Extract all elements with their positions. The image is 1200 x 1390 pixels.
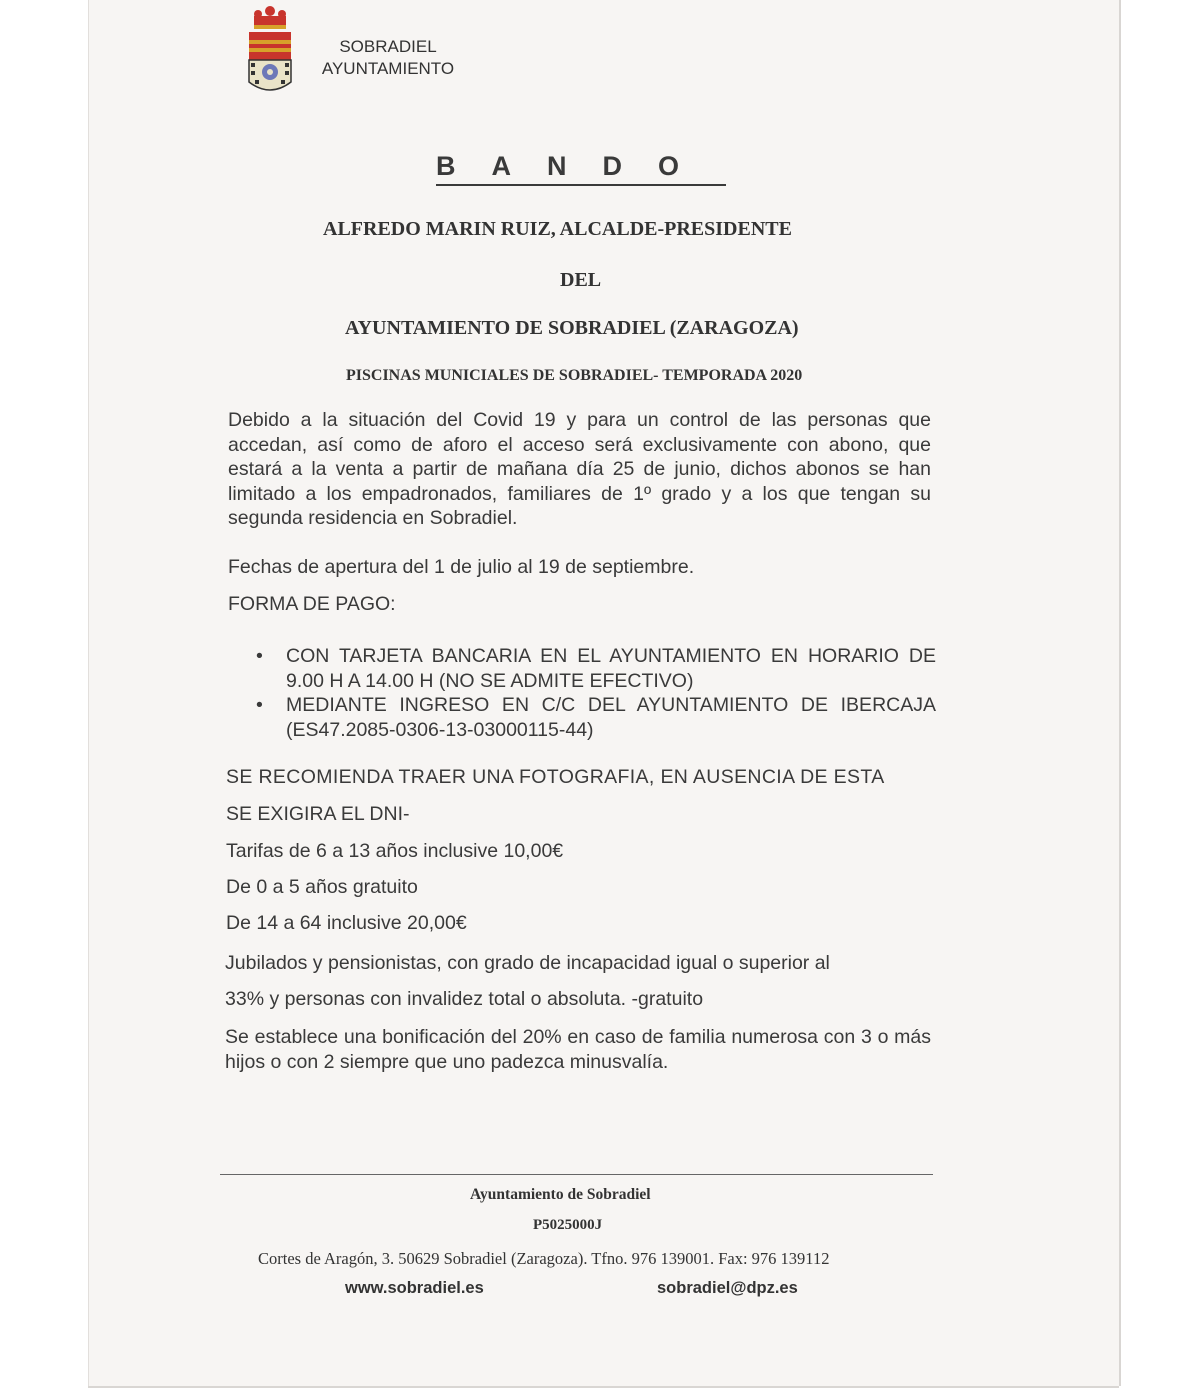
payment-method-transfer: MEDIANTE INGRESO EN C/C DEL AYUNTAMIENTO DE IBERCAJA (ES47.2085-0306-13-03000115-44): [286, 694, 936, 741]
footer-tax-id: P5025000J: [533, 1217, 603, 1233]
heading-del: DEL: [560, 269, 602, 291]
list-item: [256, 693, 936, 742]
recommendation-line1: SE RECOMIENDA TRAER UNA FOTOGRAFIA, EN AUSENCIA DE ESTA: [226, 766, 885, 788]
footer-address: Cortes de Aragón, 3. 50629 Sobradiel (Zaragoza). Tfno. 976 139001. Fax: 976 139112: [258, 1249, 830, 1268]
footer-divider: [220, 1174, 933, 1175]
footer-website-link[interactable]: www.sobradiel.es: [345, 1279, 484, 1297]
subject-heading: PISCINAS MUNICIALES DE SOBRADIEL- TEMPORADA 2020: [346, 367, 803, 384]
bullet-icon: •: [256, 694, 263, 716]
municipality-line1: SOBRADIEL: [339, 37, 437, 56]
mayor-heading: ALFREDO MARIN RUIZ, ALCALDE-PRESIDENTE: [323, 218, 792, 240]
document-title: BANDO: [436, 150, 726, 186]
bullet-icon: •: [256, 645, 263, 667]
payment-method-card: CON TARJETA BANCARIA EN EL AYUNTAMIENTO EN HORARIO DE 9.00 H A 14.00 H (NO SE ADMITE EFECTIVO): [286, 645, 936, 692]
retired-line1: Jubilados y pensionistas, con grado de incapacidad igual o superior al: [225, 952, 830, 974]
list-item: [256, 644, 936, 693]
payment-methods-list: [256, 644, 936, 742]
recommendation-line2: SE EXIGIRA EL DNI-: [226, 803, 410, 825]
fee-14-64: De 14 a 64 inclusive 20,00€: [226, 912, 467, 934]
opening-dates: Fechas de apertura del 1 de julio al 19 de septiembre.: [228, 556, 695, 578]
fee-0-5: De 0 a 5 años gratuito: [226, 876, 418, 898]
municipality-line2: AYUNTAMIENTO: [321, 59, 455, 78]
payment-heading: FORMA DE PAGO:: [228, 593, 396, 615]
retired-line2: 33% y personas con invalidez total o absoluta. -gratuito: [225, 988, 704, 1010]
discount-paragraph: Se establece una bonificación del 20% en caso de familia numerosa con 3 o más hijos o con 2 siempre que uno padezca minusvalía.: [225, 1026, 931, 1073]
intro-paragraph: Debido a la situación del Covid 19 y para un control de las personas que accedan, así como de aforo el acceso será exclusivamente con abono, que estará a la venta a partir de mañana día 25 de junio, dichos abonos se han limitado a los empadronados, familiares de 1º grado y a los que tengan su segunda residencia en Sobradiel.: [228, 409, 931, 529]
fee-6-13: Tarifas de 6 a 13 años inclusive 10,00€: [226, 840, 564, 862]
footer-email-link[interactable]: sobradiel@dpz.es: [657, 1279, 798, 1297]
council-heading: AYUNTAMIENTO DE SOBRADIEL (ZARAGOZA): [345, 317, 799, 339]
coat-of-arms-icon: [246, 6, 294, 96]
footer-name: Ayuntamiento de Sobradiel: [470, 1186, 651, 1203]
municipality-name: [308, 36, 468, 80]
